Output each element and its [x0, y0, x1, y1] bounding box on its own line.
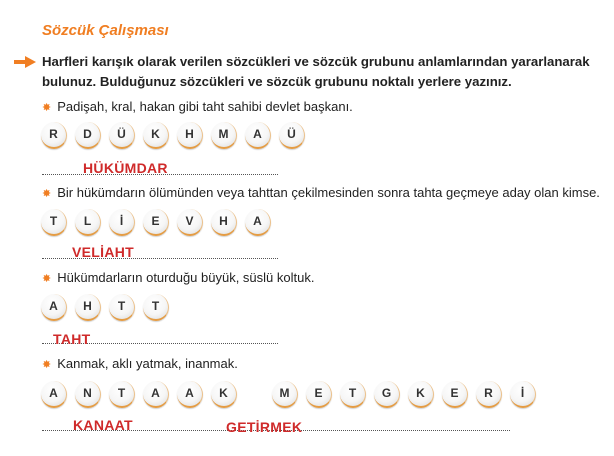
letter-tile: K — [211, 381, 237, 408]
letter-tile: T — [340, 381, 366, 408]
letter-tile: E — [306, 381, 332, 408]
letter-tile: A — [143, 381, 169, 408]
letter-tile: K — [408, 381, 434, 408]
clue-4: ✸ Kanmak, aklı yatmak, inanmak. — [42, 356, 238, 371]
star-bullet-icon: ✸ — [42, 102, 52, 114]
arrow-right-icon — [14, 56, 36, 68]
letter-tile: H — [211, 209, 237, 236]
answer-3: TAHT — [53, 331, 91, 347]
letter-tile: D — [75, 122, 101, 149]
answer-4b: GETİRMEK — [226, 419, 303, 435]
letter-tile: T — [41, 209, 67, 236]
clue-2: ✸ Bir hükümdarın ölümünden veya tahttan çekilmesinden sonra tahta geçmeye aday olan kimse. — [42, 185, 600, 200]
letter-tile: Ü — [109, 122, 135, 149]
answer-4a: KANAAT — [73, 417, 133, 433]
star-bullet-icon: ✸ — [42, 188, 52, 200]
letter-tile: İ — [109, 209, 135, 236]
letter-tile: H — [75, 294, 101, 321]
letter-tile: A — [245, 209, 271, 236]
letter-tile: H — [177, 122, 203, 149]
star-bullet-icon: ✸ — [42, 359, 52, 371]
letter-tile: T — [109, 294, 135, 321]
letter-tile: A — [41, 294, 67, 321]
letter-tile: A — [41, 381, 67, 408]
instruction-text: Harfleri karışık olarak verilen sözcükleri ve sözcük grubunu anlamlarından yararlanarak bulunuz. Bulduğunuz sözcükleri ve sözcük grubunu noktalı yerlere yazınız. — [42, 54, 590, 89]
letter-tile: V — [177, 209, 203, 236]
letter-tile: İ — [510, 381, 536, 408]
letter-tile: T — [109, 381, 135, 408]
letter-tile: T — [143, 294, 169, 321]
letter-tile: A — [245, 122, 271, 149]
letter-tile: E — [143, 209, 169, 236]
clue-1: ✸ Padişah, kral, hakan gibi taht sahibi devlet başkanı. — [42, 99, 353, 114]
letter-tile: L — [75, 209, 101, 236]
clue-3: ✸ Hükümdarların oturduğu büyük, süslü koltuk. — [42, 270, 315, 285]
letter-tile: Ü — [279, 122, 305, 149]
letter-tile: K — [143, 122, 169, 149]
letter-tile: E — [442, 381, 468, 408]
letter-tile: R — [41, 122, 67, 149]
answer-2: VELİAHT — [72, 244, 134, 260]
exercise-title: Sözcük Çalışması — [42, 22, 169, 39]
answer-1: HÜKÜMDAR — [83, 160, 168, 176]
letter-tile: R — [476, 381, 502, 408]
star-bullet-icon: ✸ — [42, 273, 52, 285]
letter-tile: M — [211, 122, 237, 149]
letter-tile: G — [374, 381, 400, 408]
letter-tile: N — [75, 381, 101, 408]
letter-tile: A — [177, 381, 203, 408]
letter-tile: M — [272, 381, 298, 408]
